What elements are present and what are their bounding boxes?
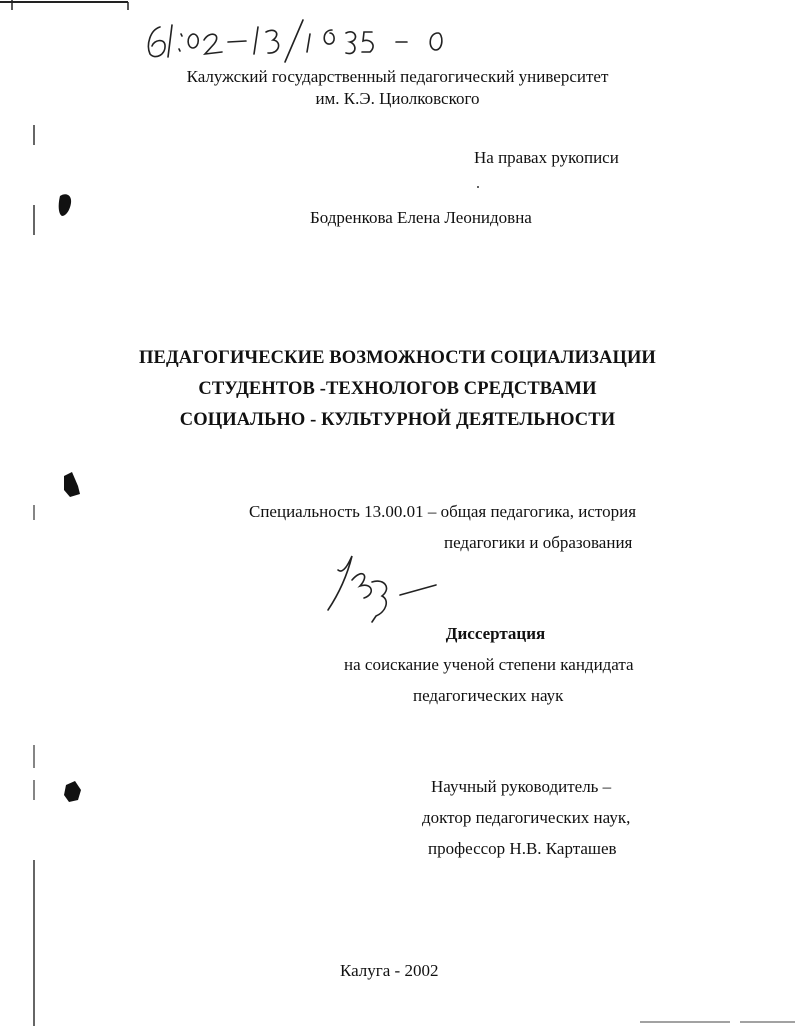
sig-stroke-3 (372, 581, 387, 622)
specialty-line-2: педагогики и образования (444, 533, 633, 552)
city-year: Калуга - 2002 (340, 961, 439, 980)
specialty-line-1: Специальность 13.00.01 – общая педагогика, история (249, 502, 637, 521)
supervisor-line-2: доктор педагогических наук, (422, 808, 631, 827)
institution-name: Калужский государственный педагогический университет (186, 67, 609, 86)
document-type-heading: Диссертация (445, 624, 546, 643)
supervisor-line-3: профессор Н.В. Карташев (428, 839, 617, 858)
manuscript-rights-note: На правах рукописи (474, 148, 619, 167)
sig-dash (400, 585, 436, 595)
author-name: Бодренкова Елена Леонидовна (310, 208, 532, 227)
document-type-line-1: на соискание ученой степени кандидата (344, 655, 634, 674)
sig-stroke-1 (328, 556, 352, 610)
dissertation-title-line-3: СОЦИАЛЬНО - КУЛЬТУРНОЙ ДЕЯТЕЛЬНОСТИ (179, 410, 616, 430)
dissertation-title-line-2: СТУДЕНТОВ -ТЕХНОЛОГОВ СРЕДСТВАМИ (198, 379, 597, 399)
sig-stroke-2 (352, 574, 371, 598)
document-type-line-2: педагогических наук (413, 686, 564, 705)
supervisor-line-1: Научный руководитель – (431, 777, 612, 796)
institution-named-after: им. К.Э. Циолковского (315, 89, 480, 108)
dissertation-title-line-1: ПЕДАГОГИЧЕСКИЕ ВОЗМОЖНОСТИ СОЦИАЛИЗАЦИИ (139, 348, 656, 368)
